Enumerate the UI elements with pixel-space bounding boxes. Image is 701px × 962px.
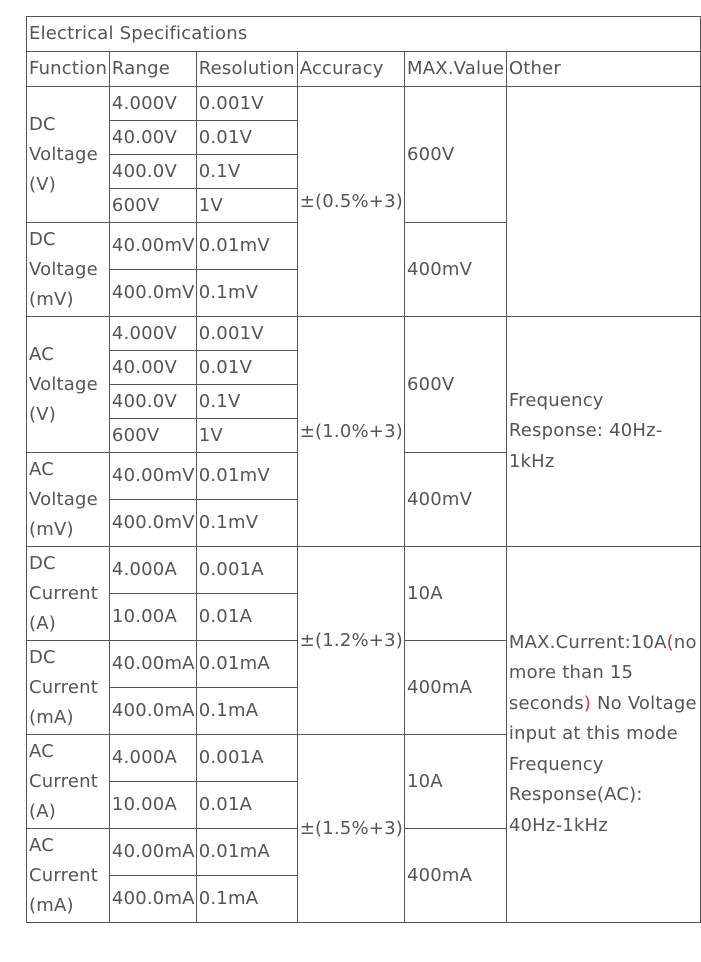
current-note-paren-open: ( [666, 631, 674, 653]
range-cell: 40.00V [109, 121, 196, 155]
range-cell: 4.000V [109, 317, 196, 351]
function-cell: DC Current (A) [27, 547, 110, 641]
resolution-cell: 0.1mA [196, 688, 297, 735]
function-cell: DC Voltage (V) [27, 87, 110, 223]
accuracy-cell: ±(1.2%+3) [297, 547, 404, 735]
resolution-cell: 0.1mA [196, 876, 297, 923]
function-cell: AC Current (mA) [27, 829, 110, 923]
current-note-text-after: No Voltage input at this mode Frequency Response(AC): 40Hz-1kHz [508, 692, 697, 836]
range-cell: 400.0mA [109, 688, 196, 735]
accuracy-cell: ±(0.5%+3) [297, 87, 404, 317]
range-cell: 400.0mV [109, 500, 196, 547]
function-cell: AC Current (A) [27, 735, 110, 829]
header-row [27, 52, 701, 87]
max-value-cell: 600V [404, 317, 506, 453]
resolution-cell: 0.01V [196, 121, 297, 155]
range-cell: 40.00mA [109, 829, 196, 876]
range-cell: 4.000V [109, 87, 196, 121]
resolution-cell: 0.01mV [196, 223, 297, 270]
range-cell: 10.00A [109, 594, 196, 641]
resolution-cell: 0.1V [196, 385, 297, 419]
range-cell: 600V [109, 189, 196, 223]
resolution-cell: 0.01A [196, 782, 297, 829]
resolution-cell: 0.1V [196, 155, 297, 189]
range-cell: 40.00mV [109, 453, 196, 500]
resolution-cell: 0.01mA [196, 641, 297, 688]
range-cell: 10.00A [109, 782, 196, 829]
table-row [27, 87, 701, 121]
current-note-middle: no more than 15 seconds [508, 631, 697, 714]
range-cell: 400.0V [109, 155, 196, 189]
max-value-cell: 400mV [404, 453, 506, 547]
resolution-cell: 0.001V [196, 317, 297, 351]
max-value-cell: 400mA [404, 829, 506, 923]
resolution-cell: 0.01mV [196, 453, 297, 500]
range-cell: 40.00V [109, 351, 196, 385]
header-range: Range [109, 52, 196, 87]
header-function: Function [27, 52, 110, 87]
max-value-cell: 400mA [404, 641, 506, 735]
max-value-cell: 600V [404, 87, 506, 223]
function-cell: DC Current (mA) [27, 641, 110, 735]
range-cell: 400.0V [109, 385, 196, 419]
current-note-text-before: MAX.Current:10A [508, 631, 667, 653]
range-cell: 4.000A [109, 735, 196, 782]
accuracy-cell: ±(1.0%+3) [297, 317, 404, 547]
accuracy-cell: ±(1.5%+3) [297, 735, 404, 923]
resolution-cell: 0.001A [196, 547, 297, 594]
range-cell: 40.00mA [109, 641, 196, 688]
resolution-cell: 0.01V [196, 351, 297, 385]
table-row [27, 547, 701, 594]
resolution-cell: 1V [196, 189, 297, 223]
other-cell: Frequency Response: 40Hz-1kHz [506, 317, 700, 547]
max-value-cell: 10A [404, 735, 506, 829]
range-cell: 40.00mV [109, 223, 196, 270]
range-cell: 4.000A [109, 547, 196, 594]
resolution-cell: 0.1mV [196, 500, 297, 547]
range-cell: 400.0mA [109, 876, 196, 923]
range-cell: 600V [109, 419, 196, 453]
max-value-cell: 10A [404, 547, 506, 641]
table-row [27, 317, 701, 351]
caption-row [27, 17, 701, 52]
resolution-cell: 1V [196, 419, 297, 453]
function-cell: AC Voltage (V) [27, 317, 110, 453]
range-cell: 400.0mV [109, 270, 196, 317]
header-accuracy: Accuracy [297, 52, 404, 87]
other-cell [506, 87, 700, 317]
current-note-paren-close: ) [583, 692, 592, 714]
electrical-specifications-table [26, 16, 701, 923]
resolution-cell: 0.1mV [196, 270, 297, 317]
function-cell: DC Voltage (mV) [27, 223, 110, 317]
current-note-cell [506, 547, 700, 923]
resolution-cell: 0.01A [196, 594, 297, 641]
header-resolution: Resolution [196, 52, 297, 87]
header-max-value: MAX.Value [404, 52, 506, 87]
max-value-cell: 400mV [404, 223, 506, 317]
table-caption: Electrical Specifications [27, 17, 701, 52]
resolution-cell: 0.01mA [196, 829, 297, 876]
header-other: Other [506, 52, 700, 87]
function-cell: AC Voltage (mV) [27, 453, 110, 547]
resolution-cell: 0.001A [196, 735, 297, 782]
resolution-cell: 0.001V [196, 87, 297, 121]
